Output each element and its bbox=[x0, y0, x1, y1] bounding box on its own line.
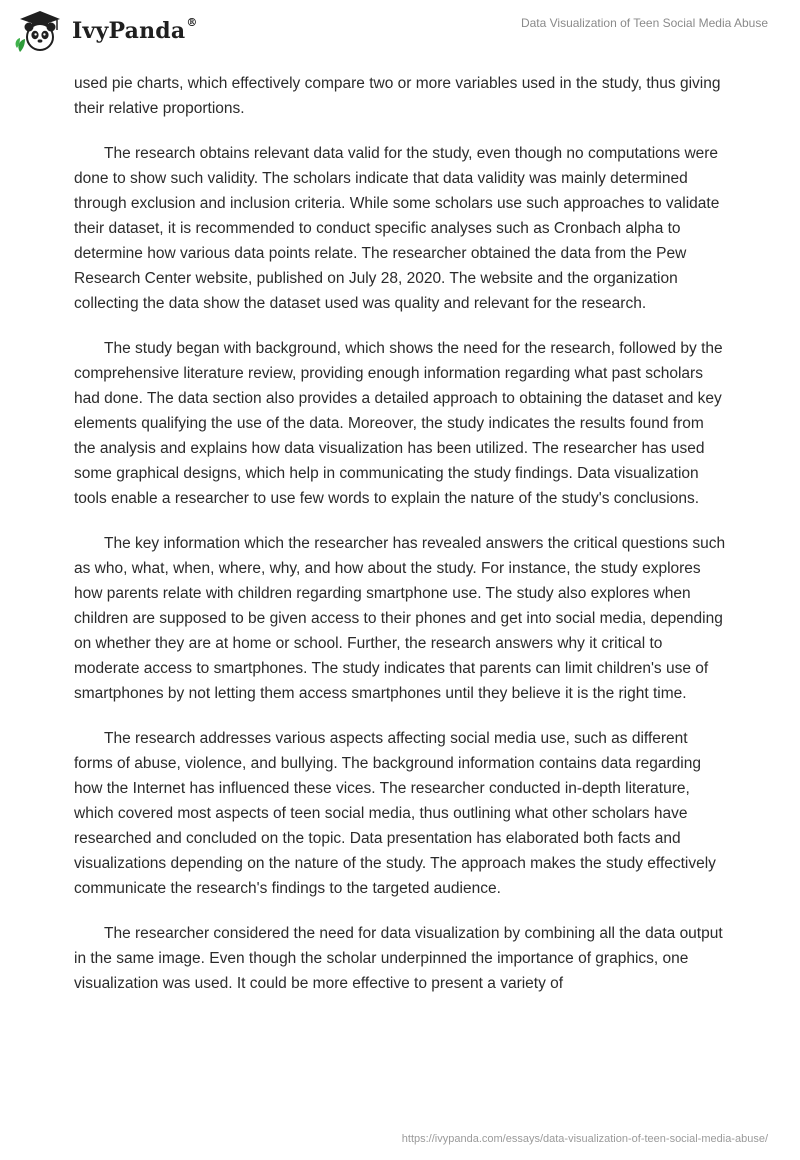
page-header bbox=[0, 0, 800, 60]
paragraph-continued: used pie charts, which effectively compare two or more variables used in the study, thus giving their relative proportions. bbox=[74, 75, 721, 117]
panda-graduate-icon bbox=[14, 8, 66, 54]
logo-name: IvyPanda bbox=[72, 18, 186, 44]
paragraph-key-information: The key information which the researcher has revealed answers the critical questions such as who, what, when, where, why, and how about the study. For instance, the study explores how parents relate with children regarding smartphone use. The study also explores when children are supposed to be given access to their phones and get into social media, depending on whether they are at home or school. Further, the research answers why it critical to moderate access to smartphones. The study indicates that parents can limit children's use of smartphones by not letting them access smartphones until they believe it is the right time. bbox=[74, 535, 726, 702]
paragraph-social-media-aspects: The research addresses various aspects affecting social media use, such as different forms of abuse, violence, and bullying. The background information contains data regarding how the Internet has influenced these vices. The researcher conducted in-depth literature, which covered most aspects of teen social media, thus outlining what other scholars have researched and concluded on the topic. Data presentation has elaborated both facts and visualizations depending on the nature of the study. The approach makes the study effectively communicate the research's findings to the targeted audience. bbox=[74, 730, 716, 897]
registered-mark: ® bbox=[186, 16, 198, 29]
source-url[interactable]: https://ivypanda.com/essays/data-visualization-of-teen-social-media-abuse/ bbox=[401, 1133, 768, 1145]
ivypanda-logo[interactable] bbox=[14, 8, 198, 54]
logo-wordmark bbox=[72, 18, 198, 44]
paragraph-data-validity: The research obtains relevant data valid for the study, even though no computations were done to show such validity. The scholars indicate that data validity was mainly determined through exclusion and inclusion criteria. While some scholars use such approaches to validate their dataset, it is recommended to conduct specific analyses such as Cronbach alpha to determine how various data points relate. The researcher obtained the data from the Pew Research Center website, published on July 28, 2020. The website and the organization collecting the data show the dataset used was quality and relevant for the research. bbox=[74, 145, 720, 312]
essay-body bbox=[74, 71, 726, 1016]
paragraph-visualization-need: The researcher considered the need for data visualization by combining all the data output in the same image. Even though the scholar underpinned the importance of graphics, one visualization was used. It could be more effective to present a variety of bbox=[74, 925, 723, 992]
paragraph-study-structure: The study began with background, which shows the need for the research, followed by the comprehensive literature review, providing enough information regarding what past scholars had done. The data section also provides a detailed approach to obtaining the dataset and key elements qualifying the use of the data. Moreover, the study indicates the results found from the analysis and explains how data visualization has been utilized. The researcher has used some graphical designs, which help in communicating the study findings. Data visualization tools enable a researcher to use few words to explain the nature of the study's conclusions. bbox=[74, 340, 723, 507]
document-title: Data Visualization of Teen Social Media Abuse bbox=[520, 16, 768, 30]
